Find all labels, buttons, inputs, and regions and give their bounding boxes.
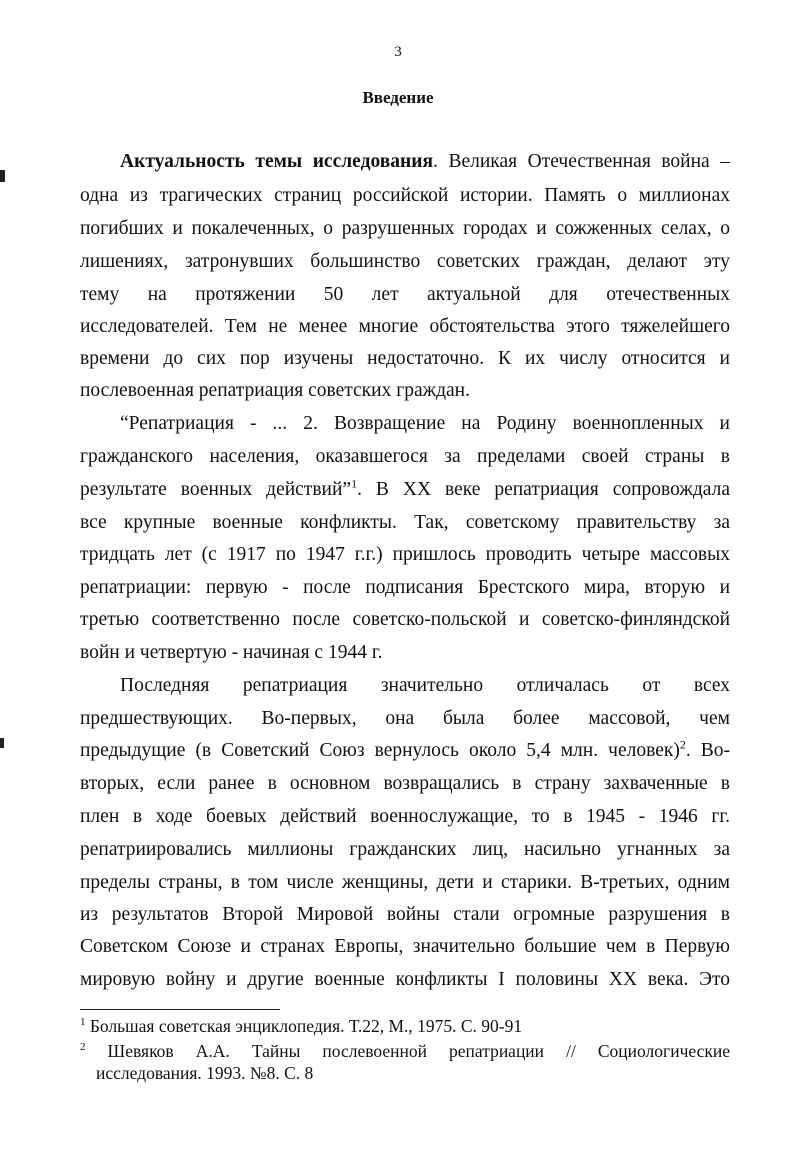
footnote-ref-2: 2 <box>679 737 686 752</box>
paragraph-2-line-6: репатриации: первую - после подписания Брестского мира, вторую и <box>80 577 730 598</box>
footnote-2 <box>80 1040 730 1062</box>
paragraph-2-line-8: войн и четвертую - начиная с 1944 г. <box>80 642 383 663</box>
paragraph-3-line-3 <box>80 735 730 767</box>
paragraph-1-line-3: погибших и покалеченных, о разрушенных городах и сожженных селах, о <box>80 218 730 239</box>
paragraph-2-line-7: третью соответственно после советско-польской и советско-финляндской <box>80 609 730 630</box>
footnote-2-continuation: исследования. 1993. №8. С. 8 <box>96 1063 314 1083</box>
paragraph-1-line-7: времени до сих пор изучены недостаточно. К их числу относится и <box>80 348 730 369</box>
paragraph-3-line-5: плен в ходе боевых действий военнослужащие, то в 1945 - 1946 гг. <box>80 806 730 827</box>
text-run: результате военных действий” <box>80 479 352 500</box>
paragraph-1-line-2: одна из трагических страниц российской истории. Память о миллионах <box>80 185 730 206</box>
paragraph-2-line-1: “Репатриация - ... 2. Возвращение на Родину военнопленных и <box>120 413 730 434</box>
footnote-ref-1: 1 <box>351 476 358 491</box>
text-run: . Великая Отечественная война – <box>433 151 731 172</box>
paragraph-1-line-5: тему на протяжении 50 лет актуальной для отечественных <box>80 284 730 305</box>
paragraph-3-line-10: мировую войну и другие военные конфликты I половины XX века. Это <box>80 969 730 990</box>
footnote-1-text: Большая советская энциклопедия. Т.22, М., 1975. С. 90-91 <box>85 1016 523 1036</box>
footnote-separator <box>80 1009 280 1010</box>
footnote-2-text: Шевяков А.А. Тайны послевоенной репатриации // Социологические <box>85 1041 730 1061</box>
paragraph-2-line-2: гражданского населения, оказавшегося за пределами своей страны в <box>80 446 730 467</box>
paragraph-3-line-6: репатриировались миллионы гражданских лиц, насильно угнанных за <box>80 839 730 860</box>
paragraph-3-line-4: вторых, если ранее в основном возвращались в страну захваченные в <box>80 773 730 794</box>
paragraph-1-line-8: послевоенная репатриация советских граждан. <box>80 380 470 401</box>
paragraph-2-line-5: тридцать лет (с 1917 по 1947 г.г.) пришлось проводить четыре массовых <box>80 544 730 565</box>
paragraph-1-line-1 <box>120 146 730 178</box>
footnote-1-number: 1 <box>80 1016 86 1029</box>
scan-mark <box>0 738 4 748</box>
footnote-1 <box>80 1015 730 1037</box>
relevance-heading: Актуальность темы исследования <box>120 151 434 172</box>
section-title: Введение <box>362 88 434 107</box>
paragraph-3-line-8: из результатов Второй Мировой войны стали огромные разрушения в <box>80 904 730 925</box>
text-run: . Во- <box>685 740 730 761</box>
page-number: 3 <box>394 44 402 60</box>
paragraph-3-line-9: Советском Союзе и странах Европы, значительно большие чем в Первую <box>80 936 730 957</box>
paragraph-2-line-3 <box>80 474 730 506</box>
paragraph-1-line-6: исследователей. Тем не менее многие обстоятельства этого тяжелейшего <box>80 316 730 337</box>
paragraph-3-line-7: пределы страны, в том числе женщины, дети и старики. В-третьих, одним <box>80 872 730 893</box>
paragraph-1-line-4: лишениях, затронувших большинство советских граждан, делают эту <box>80 251 730 272</box>
scan-mark <box>0 170 5 182</box>
paragraph-3-line-1: Последняя репатриация значительно отличалась от всех <box>120 675 730 696</box>
footnote-2-number: 2 <box>80 1041 86 1054</box>
paragraph-2-line-4: все крупные военные конфликты. Так, советскому правительству за <box>80 512 730 533</box>
text-run: предыдущие (в Советский Союз вернулось около 5,4 млн. человек) <box>80 740 680 761</box>
text-run: . В XX веке репатриация сопровождала <box>357 479 730 500</box>
paragraph-3-line-2: предшествующих. Во-первых, она была более массовой, чем <box>80 708 730 729</box>
